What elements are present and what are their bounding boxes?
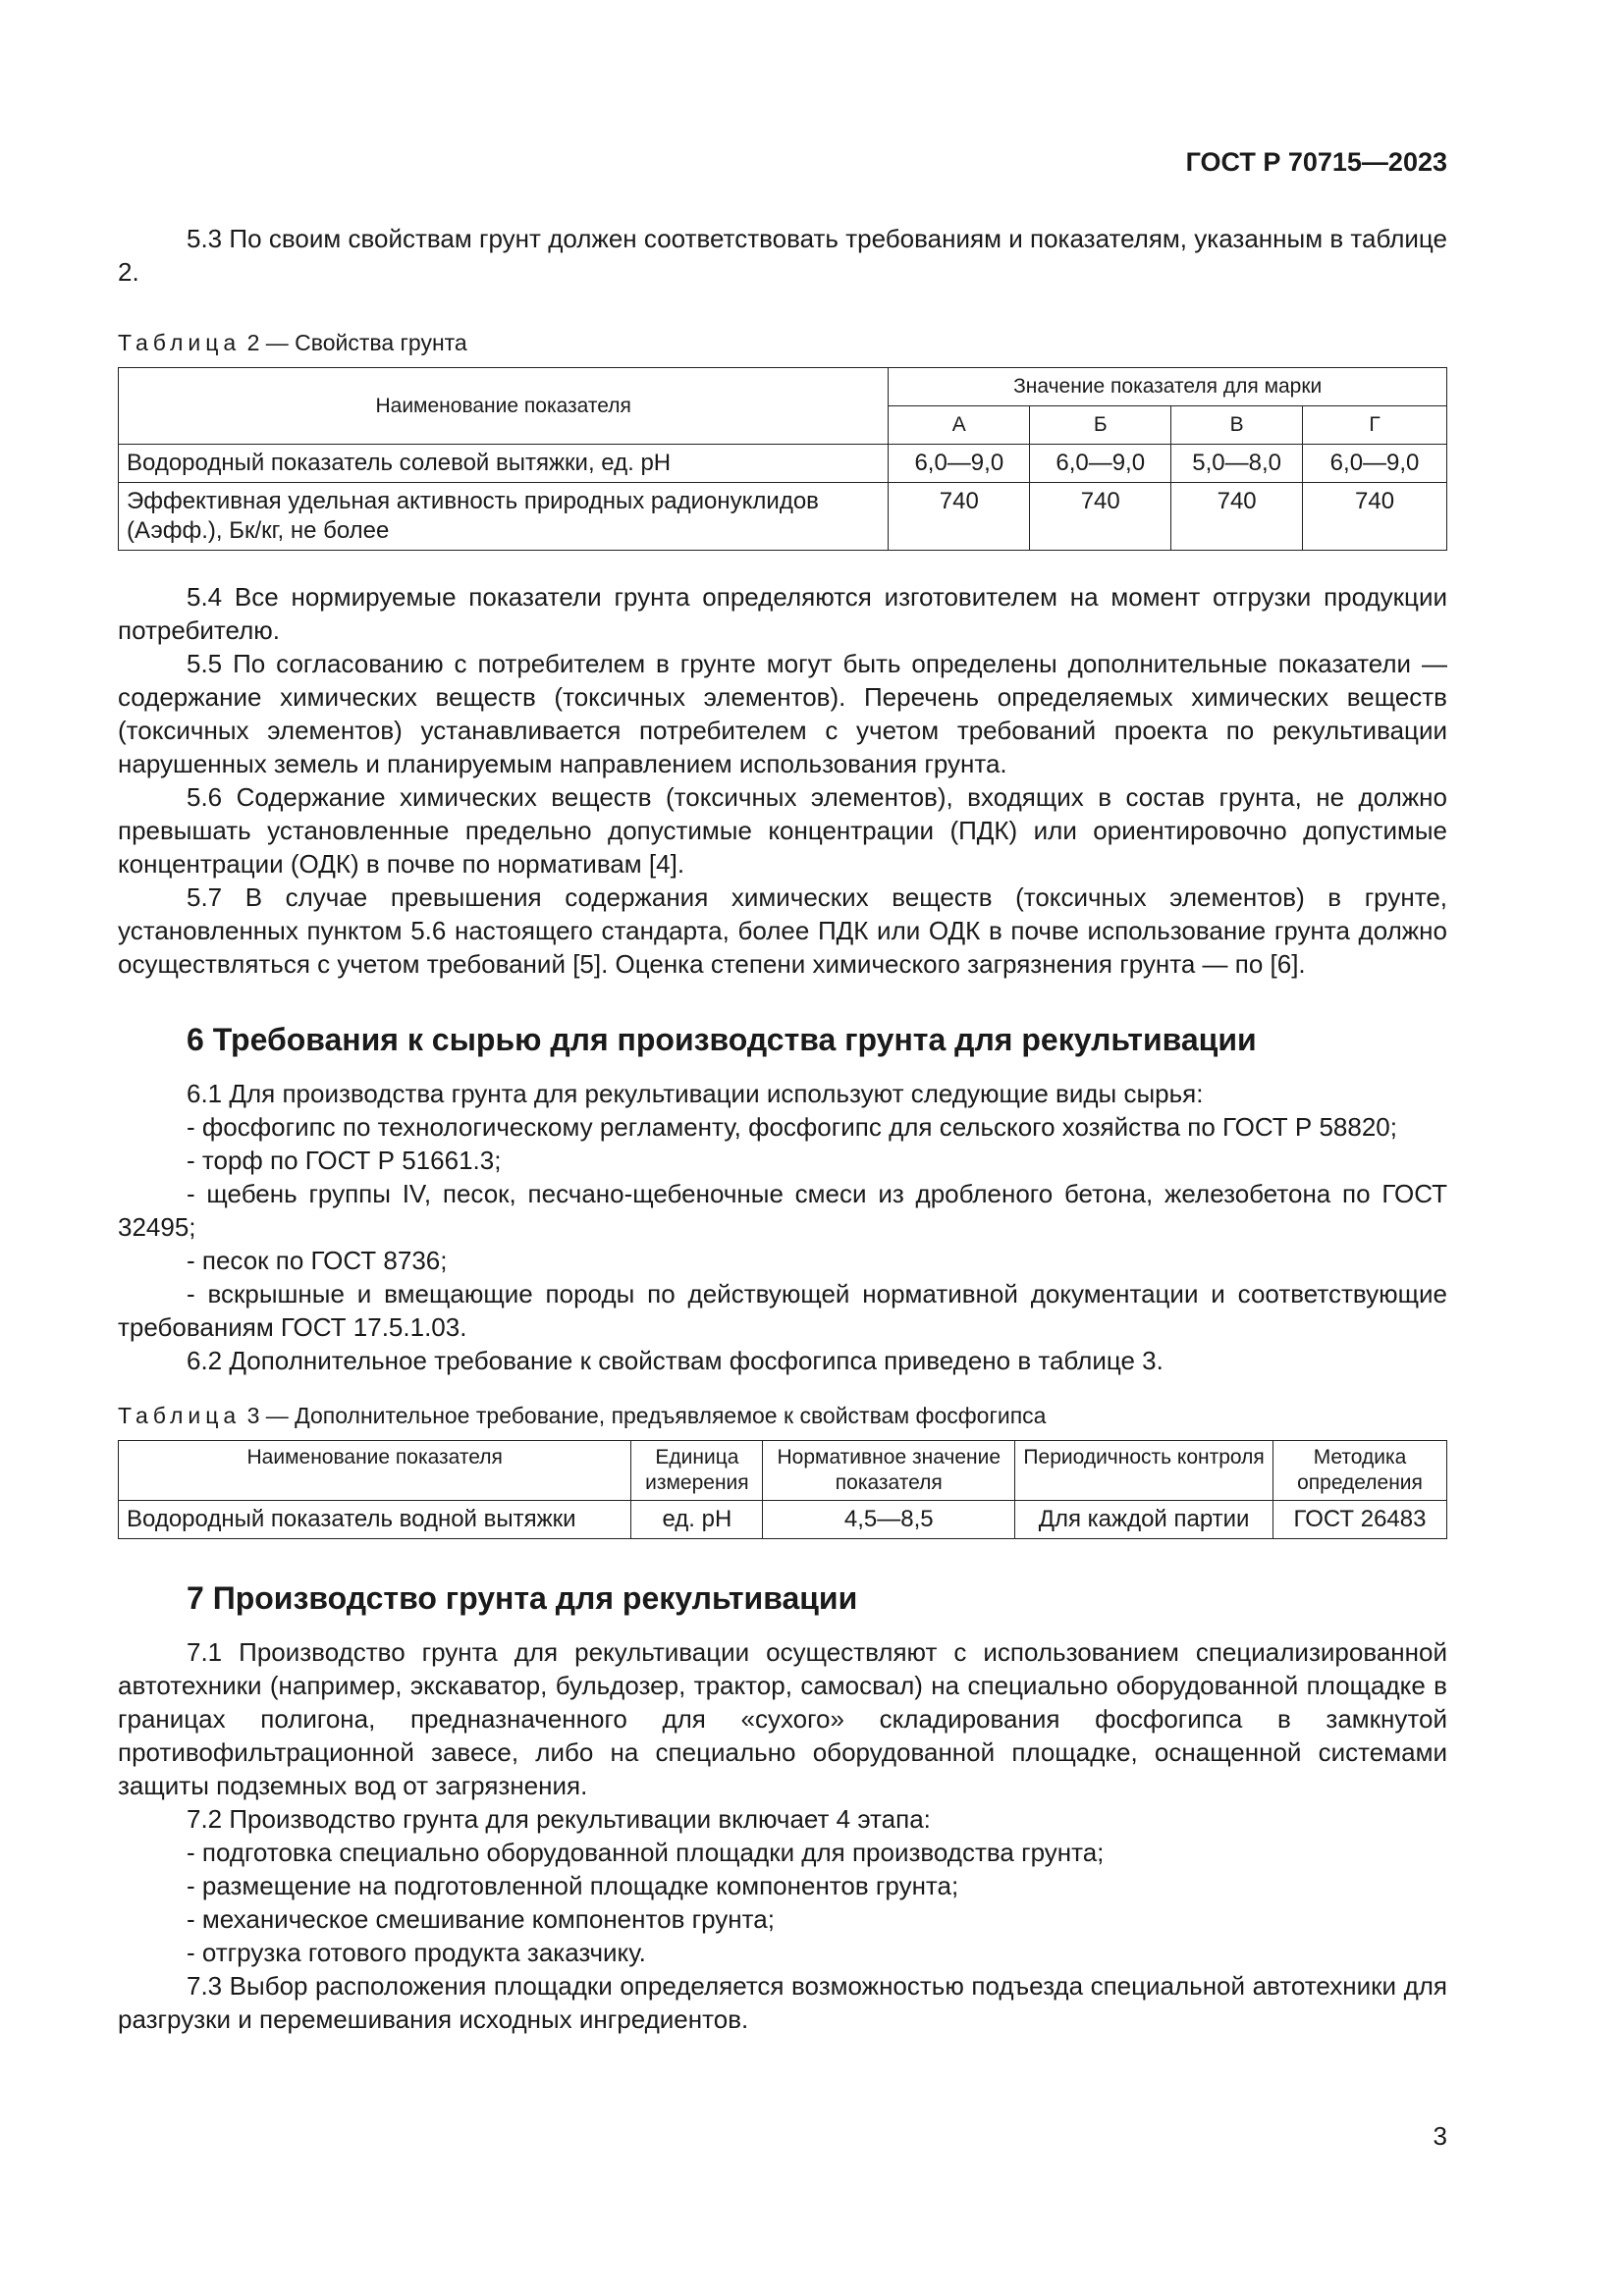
- table2-cell: 740: [889, 483, 1030, 551]
- table3-cell: 4,5—8,5: [763, 1501, 1015, 1539]
- table3-header: Единица измерения: [631, 1441, 763, 1501]
- page-content: [118, 222, 1447, 2036]
- table2-cell: 6,0—9,0: [889, 445, 1030, 483]
- table3-header: Методика определения: [1273, 1441, 1447, 1501]
- table-row: [119, 483, 1447, 551]
- list-item: - размещение на подготовленной площадке компонентов грунта;: [187, 1871, 959, 1900]
- paragraph-5-6: 5.6 Содержание химических веществ (токсичных элементов), входящих в состав грунта, не должно превышать установленные предельно допустимые концентрации (ПДК) или ориентировочно допустимые концентрации (ОДК) в почве по нормативам [4].: [118, 782, 1447, 879]
- table2-grade: Г: [1303, 406, 1447, 445]
- paragraph-7-3: 7.3 Выбор расположения площадки определяется возможностью подъезда специальной автотехники для разгрузки и перемешивания исходных ингредиентов.: [118, 1971, 1447, 2034]
- table2-grade: А: [889, 406, 1030, 445]
- list-item: - торф по ГОСТ Р 51661.3;: [187, 1146, 502, 1175]
- paragraph-5-7: 5.7 В случае превышения содержания химических веществ (токсичных элементов) в грунте, установленных пунктом 5.6 настоящего стандарта, более ПДК или ОДК в почве использование грунта должно осуществляться с учетом требований [5]. Оценка степени химического загрязнения грунта — по [6].: [118, 882, 1447, 979]
- table2-caption-text: 2 — Свойства грунта: [246, 330, 467, 355]
- paragraph-5-3: 5.3 По своим свойствам грунт должен соответствовать требованиям и показателям, указанным в таблице 2.: [118, 224, 1447, 287]
- paragraph-7-2: 7.2 Производство грунта для рекультивации включает 4 этапа:: [187, 1804, 931, 1834]
- list-item: - подготовка специально оборудованной площадки для производства грунта;: [187, 1838, 1105, 1867]
- list-item: - щебень группы IV, песок, песчано-щебеночные смеси из дробленого бетона, железобетона по ГОСТ 32495;: [118, 1179, 1447, 1242]
- list-item: - механическое смешивание компонентов грунта;: [187, 1904, 775, 1934]
- table3-header-row: [119, 1441, 1447, 1501]
- list-item: - песок по ГОСТ 8736;: [187, 1246, 448, 1275]
- section-6-heading: 6 Требования к сырью для производства грунта для рекультивации: [187, 1022, 1257, 1057]
- table2-cell: 5,0—8,0: [1171, 445, 1303, 483]
- table3-cell: ед. pH: [631, 1501, 763, 1539]
- table3-cell: Для каждой партии: [1015, 1501, 1273, 1539]
- table2-caption-word: Таблица: [118, 330, 242, 355]
- table2-row-name: Водородный показатель солевой вытяжки, ед. pH: [119, 445, 889, 483]
- table3-caption-word: Таблица: [118, 1403, 242, 1428]
- document-code: ГОСТ Р 70715—2023: [1185, 147, 1447, 177]
- table3-cell: ГОСТ 26483: [1273, 1501, 1447, 1539]
- table3-cell: Водородный показатель водной вытяжки: [119, 1501, 631, 1539]
- table3-header: Наименование показателя: [119, 1441, 631, 1501]
- table3-header: Нормативное значение показателя: [763, 1441, 1015, 1501]
- paragraph-6-2: 6.2 Дополнительное требование к свойствам фосфогипса приведено в таблице 3.: [187, 1346, 1164, 1375]
- table2-grade: Б: [1030, 406, 1171, 445]
- table2-cell: 740: [1303, 483, 1447, 551]
- section-7-heading: 7 Производство грунта для рекультивации: [187, 1580, 858, 1616]
- paragraph-6-1: 6.1 Для производства грунта для рекультивации используют следующие виды сырья:: [187, 1079, 1204, 1108]
- table-3: [118, 1440, 1447, 1539]
- table-row: [119, 1501, 1447, 1539]
- table2-cell: 740: [1171, 483, 1303, 551]
- table2-cell: 740: [1030, 483, 1171, 551]
- page-number: 3: [1433, 2121, 1447, 2151]
- table2-col-group: Значение показателя для марки: [889, 368, 1447, 406]
- table2-caption: [118, 328, 1447, 357]
- paragraph-7-1: 7.1 Производство грунта для рекультивации осуществляют с использованием специализированной автотехники (например, экскаватор, бульдозер, трактор, самосвал) на специально оборудованной площадке в границах полигона, предназначенного для «сухого» складирования фосфогипса в замкнутой противофильтрационной завесе, либо на специально оборудованной площадке, оснащенной системами защиты подземных вод от загрязнения.: [118, 1637, 1447, 1800]
- table2-header-row: [119, 368, 1447, 406]
- table2-grade: В: [1171, 406, 1303, 445]
- table2-cell: 6,0—9,0: [1303, 445, 1447, 483]
- list-item: - вскрышные и вмещающие породы по действующей нормативной документации и соответствующие требованиям ГОСТ 17.5.1.03.: [118, 1279, 1447, 1342]
- table3-header: Периодичность контроля: [1015, 1441, 1273, 1501]
- paragraph-5-5: 5.5 По согласованию с потребителем в грунте могут быть определены дополнительные показатели — содержание химических веществ (токсичных элементов). Перечень определяемых химических веществ (токсичных элементов) устанавливается потребителем с учетом требований проекта по рекультивации нарушенных земель и планируемым направлением использования грунта.: [118, 649, 1447, 778]
- list-item: - отгрузка готового продукта заказчику.: [187, 1938, 646, 1967]
- list-item: - фосфогипс по технологическому регламенту, фосфогипс для сельского хозяйства по ГОСТ Р 58820;: [187, 1112, 1397, 1142]
- table3-caption: [118, 1401, 1447, 1430]
- table-row: [119, 445, 1447, 483]
- table3-caption-text: 3 — Дополнительное требование, предъявляемое к свойствам фосфогипса: [246, 1403, 1047, 1428]
- table2-cell: 6,0—9,0: [1030, 445, 1171, 483]
- table2-row-name: Эффективная удельная активность природных радионуклидов (Аэфф.), Бк/кг, не более: [119, 483, 889, 551]
- paragraph-5-4: 5.4 Все нормируемые показатели грунта определяются изготовителем на момент отгрузки продукции потребителю.: [118, 582, 1447, 645]
- table-2: [118, 367, 1447, 551]
- table2-col-name: Наименование показателя: [119, 368, 889, 445]
